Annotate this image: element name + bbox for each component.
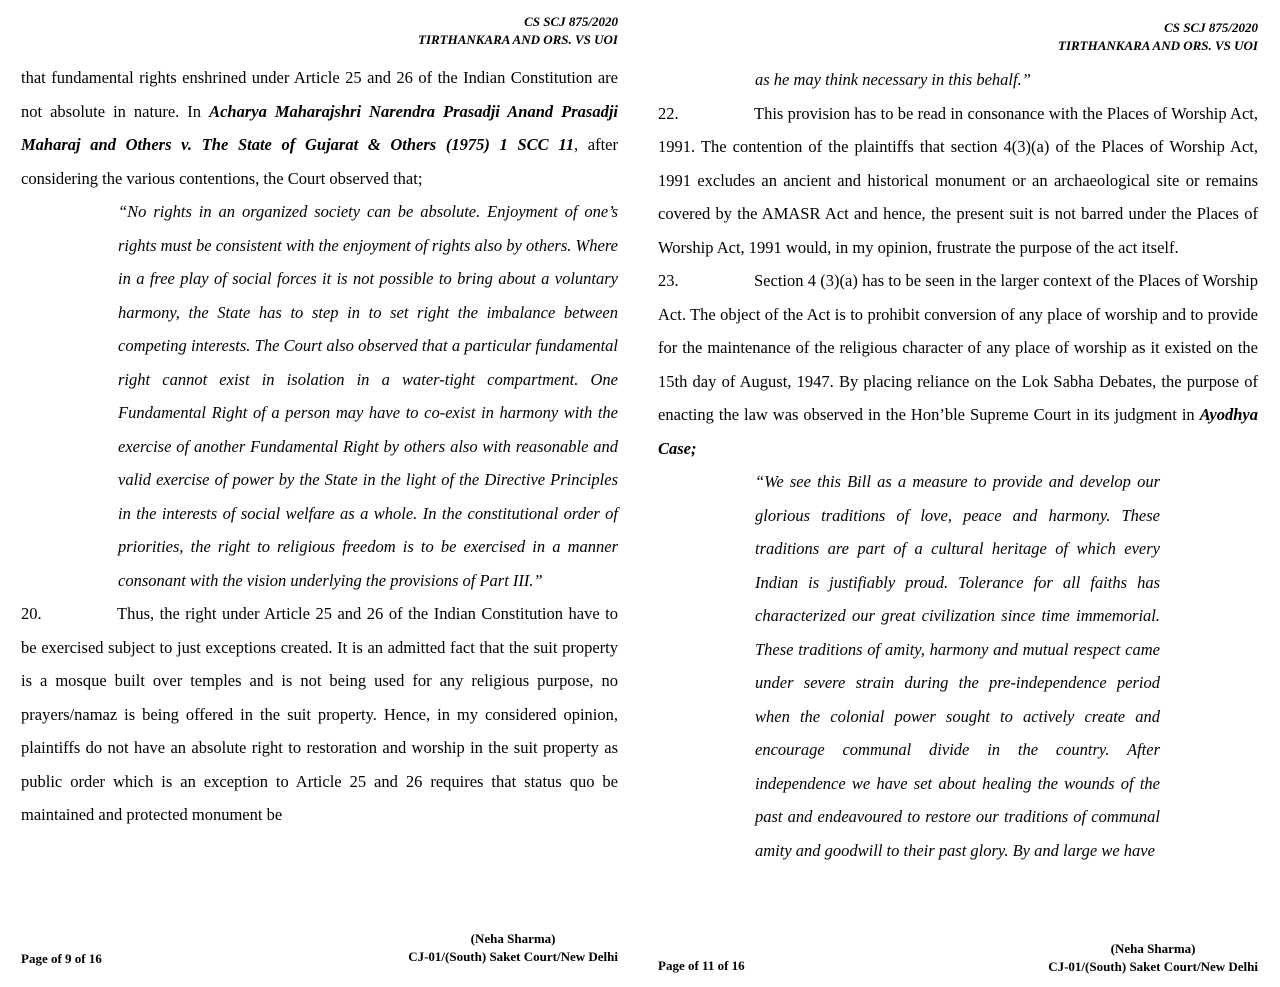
- case-number: CS SCJ 875/2020: [524, 14, 618, 29]
- paragraph-number: 23.: [658, 271, 679, 290]
- text-segment: , after considering the various contentions, the Court observed that;: [21, 135, 618, 188]
- text-segment: that fundamental rights enshrined under Article 25 and 26 of the Indian Constitution are not absolute in nature. In: [21, 68, 618, 121]
- case-title: TIRTHANKARA AND ORS. VS UOI: [418, 32, 618, 47]
- page-11: [658, 0, 1258, 987]
- page-header: [21, 0, 618, 49]
- text-segment: Acharya Maharajshri Narendra Prasadji Anand Prasadji Maharaj and Others v. The State of Gujarat & Others (1975) 1 SCC 11: [21, 101, 618, 154]
- quoted-passage: [755, 63, 1258, 97]
- court-designation: CJ-01/(South) Saket Court/New Delhi: [408, 949, 618, 964]
- judgment-paragraph: [21, 597, 618, 832]
- page-header: [658, 0, 1258, 55]
- page-body: [21, 61, 618, 832]
- judgment-paragraph: [658, 264, 1258, 465]
- text-segment: “No rights in an organized society can be absolute. Enjoyment of one’s rights must be consistent with the enjoyment of rights also by others. Where in a free play of social forces it is not possible to bring about a voluntary harmony, the State has to step in to set right the imbalance between competing interests. The Court also observed that a particular fundamental right cannot exist in isolation in a water-tight compartment. One Fundamental Right of a person may have to co-exist in harmony with the exercise of another Fundamental Right by others also with reasonable and valid exercise of power by the State in the light of the Directive Principles in the interests of social welfare as a whole. In the constitutional order of priorities, the right to religious freedom is to be exercised in a manner consonant with the vision underlying the provisions of Part III.”: [118, 202, 618, 590]
- signatory-name: (Neha Sharma): [1110, 941, 1196, 956]
- paragraph-number: 22.: [658, 103, 679, 123]
- text-segment: This provision has to be read in consonance with the Places of Worship Act, 1991. The contention of the plaintiffs that section 4(3)(a) of the Places of Worship Act, 1991 excludes an ancient and historical monument or an archaeological site or remains covered by the AMASR Act and hence, the present suit is not barred under the Places of Worship Act, 1991 would, in my opinion, frustrate the purpose of the act itself.: [658, 103, 1258, 257]
- signature-block: [1048, 940, 1258, 976]
- quoted-passage: [118, 195, 618, 597]
- page-body: [658, 63, 1258, 867]
- page-number-label: Page of 9 of 16: [21, 951, 102, 966]
- text-segment: Ayodhya Case;: [658, 405, 1258, 458]
- page-number-label: Page of 11 of 16: [658, 958, 745, 973]
- text-segment: as he may think necessary in this behalf.”: [755, 70, 1031, 89]
- text-segment: Thus, the right under Article 25 and 26 of the Indian Constitution have to be exercised subject to just exceptions created. It is an admitted fact that the suit property is a mosque built over temples and is not being used for any religious purpose, no prayers/namaz is being offered in the suit property. Hence, in my considered opinion, plaintiffs do not have an absolute right to restoration and worship in the suit property as public order which is an exception to Article 25 and 26 requires that status quo be maintained and protected monument be: [21, 604, 618, 824]
- judgment-paragraph: [658, 97, 1258, 265]
- quoted-passage: [755, 465, 1160, 867]
- paragraph-number: 20.: [21, 604, 42, 623]
- judgment-paragraph: [21, 61, 618, 195]
- text-segment: “We see this Bill as a measure to provide and develop our glorious traditions of love, peace and harmony. These traditions are part of a cultural heritage of which every Indian is justifiably proud. Tolerance for all faiths has characterized our great civilization since time immemorial. These traditions of amity, harmony and mutual respect came under severe strain during the pre-independence period when the colonial power sought to actively create and encourage communal divide in the country. After independence we have set about healing the wounds of the past and endeavoured to restore our traditions of communal amity and goodwill to their past glory. By and large we have: [755, 472, 1160, 860]
- case-title: TIRTHANKARA AND ORS. VS UOI: [1058, 38, 1258, 53]
- page-9: [21, 0, 618, 987]
- case-number: CS SCJ 875/2020: [1164, 20, 1258, 35]
- signature-block: [408, 930, 618, 966]
- text-segment: Section 4 (3)(a) has to be seen in the larger context of the Places of Worship Act. The object of the Act is to prohibit conversion of any place of worship and to provide for the maintenance of the religious character of any place of worship as it existed on the 15th day of August, 1947. By placing reliance on the Lok Sabha Debates, the purpose of enacting the law was observed in the Hon’ble Supreme Court in its judgment in: [658, 271, 1258, 424]
- court-designation: CJ-01/(South) Saket Court/New Delhi: [1048, 959, 1258, 974]
- signatory-name: (Neha Sharma): [470, 931, 556, 946]
